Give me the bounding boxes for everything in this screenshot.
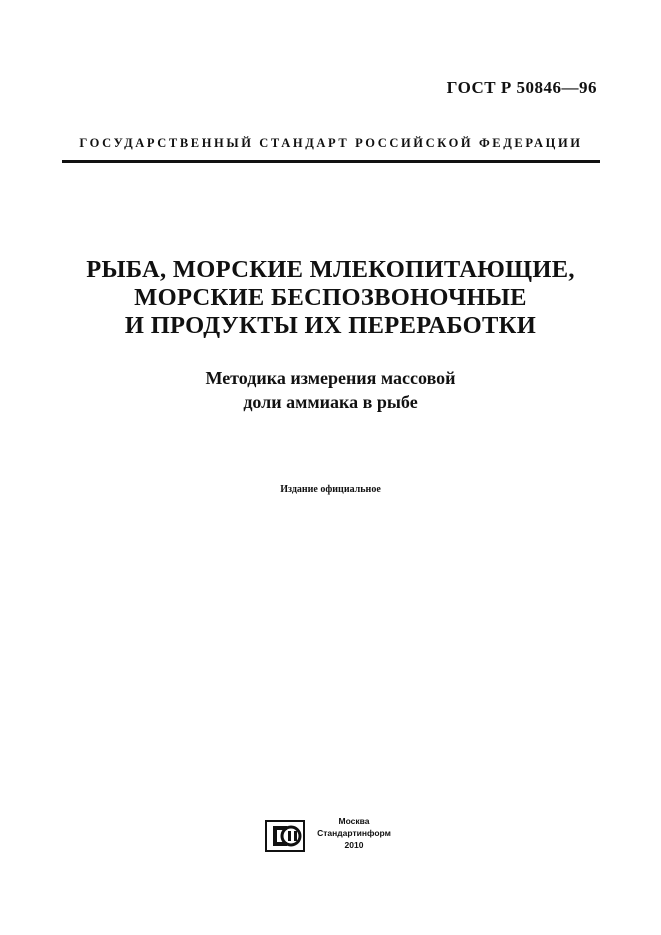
subtitle-line-2: доли аммиака в рыбе — [243, 392, 418, 412]
title-line-2: МОРСКИЕ БЕСПОЗВОНОЧНЫЕ — [134, 284, 527, 311]
document-subtitle — [0, 366, 661, 414]
subtitle-line-1: Методика измерения массовой — [205, 368, 456, 388]
title-line-3: И ПРОДУКТЫ ИХ ПЕРЕРАБОТКИ — [124, 312, 537, 339]
header-divider — [62, 160, 600, 163]
issuing-authority: ГОСУДАРСТВЕННЫЙ СТАНДАРТ РОССИЙСКОЙ ФЕДЕРАЦИИ — [79, 136, 583, 150]
publisher-imprint — [308, 815, 400, 851]
edition-note: Издание официальное — [280, 484, 381, 495]
publisher-city: Москва — [338, 816, 370, 826]
standard-code: ГОСТ Р 50846—96 — [446, 78, 597, 97]
publisher-name: Стандартинформ — [317, 828, 391, 838]
publication-year: 2010 — [344, 840, 364, 850]
document-title — [0, 256, 661, 340]
title-line-1: РЫБА, МОРСКИЕ МЛЕКОПИТАЮЩИЕ, — [86, 256, 575, 283]
standartinform-logo-icon — [265, 820, 305, 852]
